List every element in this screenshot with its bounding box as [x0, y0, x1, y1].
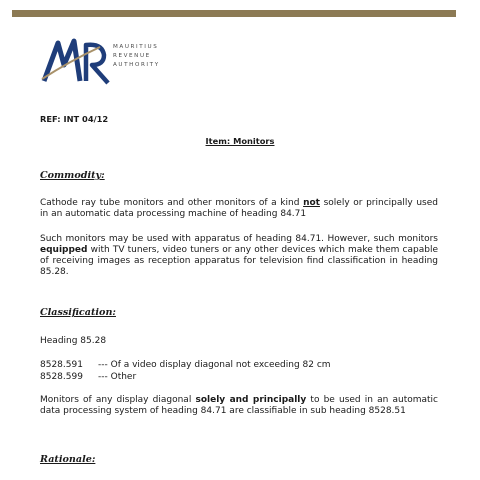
text-run: with TV tuners, video tuners or any other devices which make them capable of receiving images as reception apparatus for television find classification in heading 85.28.	[40, 245, 438, 277]
emphasis-equipped: equipped	[40, 245, 88, 255]
text-run: Cathode ray tube monitors and other monitors of a kind	[40, 198, 304, 208]
heading-line: Heading 85.28	[40, 336, 107, 346]
commodity-paragraph-2	[40, 234, 438, 278]
text-run: to be used in an automatic data processing system of heading 84.71 are classifiable in sub heading 8528.51	[40, 395, 438, 416]
logo-line: REVENUE	[113, 53, 151, 59]
tariff-description: --- Other	[98, 372, 137, 382]
commodity-heading: Commodity:	[40, 170, 105, 181]
tariff-row	[40, 372, 136, 383]
text-run: solely or principally used in an automatic data processing machine of heading 84.71	[40, 198, 438, 219]
emphasis-not: not	[303, 198, 320, 208]
logo-text	[113, 43, 160, 70]
tariff-description: --- Of a video display diagonal not exceeding 82 cm	[98, 360, 331, 370]
classification-paragraph	[40, 395, 438, 417]
tariff-code: 8528.591	[40, 360, 83, 370]
rationale-heading: Rationale:	[40, 454, 96, 465]
logo-r-stroke	[86, 45, 108, 83]
reference-number: REF: INT 04/12	[40, 114, 109, 124]
logo-line: MAURITIUS	[113, 44, 159, 50]
commodity-paragraph-1	[40, 198, 438, 220]
text-run: Such monitors may be used with apparatus of heading 84.71. However, such monitors	[40, 234, 438, 244]
tariff-code: 8528.599	[40, 372, 83, 382]
logo-line: AUTHORITY	[113, 62, 160, 68]
text-run: Monitors of any display diagonal	[40, 395, 196, 405]
top-rule	[12, 10, 456, 17]
tariff-row	[40, 360, 331, 371]
item-title: Item: Monitors	[205, 136, 275, 146]
emphasis-solely: solely and principally	[195, 395, 307, 405]
classification-heading: Classification:	[40, 307, 116, 318]
